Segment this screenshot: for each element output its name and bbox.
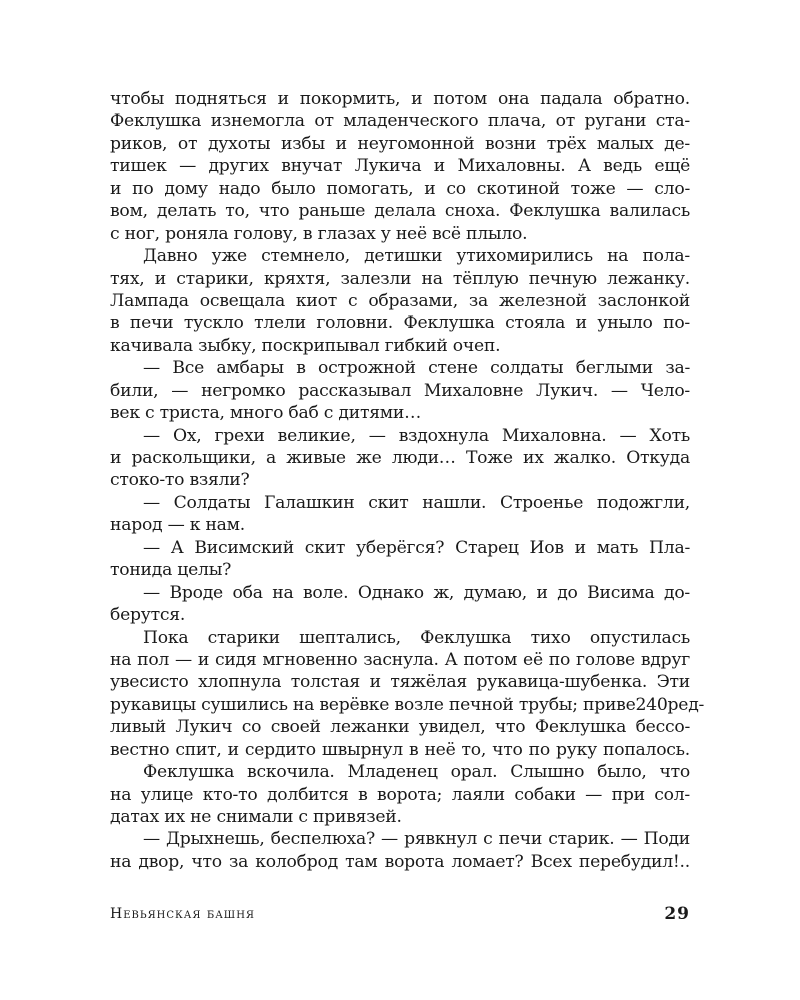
text-line: рукавицы сушились на верёвке возле печной трубы; приве240ред- (110, 694, 705, 715)
text-line: тях, и старики, кряхтя, залезли на тёплую печную лежанку. (110, 268, 690, 289)
text-line: — Солдаты Галашкин скит нашли. Строенье подожгли, (143, 492, 690, 513)
text-line: вестно спит, и сердито швырнул в неё то, что по руку попалось. (110, 739, 690, 760)
text-line: Лампада освещала киот с образами, за железной заслонкой (110, 290, 690, 311)
text-line: берутся. (110, 605, 186, 626)
text-line: на пол — и сидя мгновенно заснула. А потом её по голове вдруг (110, 649, 690, 670)
text-line: и раскольщики, а живые же люди… Тоже их жалко. Откуда (110, 448, 690, 468)
page-number: 29 (664, 904, 690, 924)
text-line: на двор, что за колоброд там ворота ломает? Всех перебудил!.. (110, 851, 690, 872)
text-line: тонида целы? (110, 560, 232, 581)
text-line: Пока старики шептались, Феклушка тихо опустилась (143, 627, 690, 648)
text-line: на улице кто-то долбится в ворота; лаяли собаки — при сол- (110, 784, 690, 805)
text-line: датах их не снимали с привязей. (110, 807, 402, 827)
text-line: — А Висимский скит уберёгся? Старец Иов и мать Пла- (143, 537, 690, 558)
text-line: чтобы подняться и покормить, и потом она падала обратно. (110, 89, 690, 109)
text-line: народ — к нам. (110, 515, 245, 536)
text-line: — Ох, грехи великие, — вздохнула Михаловна. — Хоть (143, 425, 690, 446)
text-line: — Все амбары в острожной стене солдаты беглыми за- (143, 358, 690, 379)
text-line: в печи тускло тлели головни. Феклушка стояла и уныло по- (110, 313, 690, 334)
text-line: увесисто хлопнула толстая и тяжёлая рукавица-шубенка. Эти (110, 672, 690, 693)
text-line: риков, от духоты избы и неугомонной возни трёх малых де- (110, 133, 690, 154)
text-line: били, — негромко рассказывал Михаловне Лукич. — Чело- (110, 380, 690, 401)
running-title: Невьянская башня (110, 906, 256, 922)
text-line: век с триста, много баб с дитями… (110, 403, 422, 424)
text-line: стоко-то взяли? (110, 470, 250, 491)
text-line: и по дому надо было помогать, и со скотиной тоже — сло- (110, 178, 690, 199)
text-line: Давно уже стемнело, детишки утихомирились на пола- (143, 246, 690, 267)
body-text (110, 88, 705, 873)
text-line: Феклушка изнемогла от младенческого плача, от ругани ста- (110, 111, 690, 132)
page-footer (110, 904, 690, 926)
text-line: — Вроде оба на воле. Однако ж, думаю, и до Висима до- (143, 582, 690, 603)
text-line: ливый Лукич со своей лежанки увидел, что Феклушка бессо- (110, 717, 690, 738)
text-line: — Дрыхнешь, беспелюха? — рявкнул с печи старик. — Поди (143, 829, 690, 850)
text-line: вом, делать то, что раньше делала сноха. Феклушка валилась (110, 201, 690, 222)
text-line: с ног, роняла голову, в глазах у неё всё плыло. (110, 223, 528, 244)
text-line: Феклушка вскочила. Младенец орал. Слышно было, что (143, 762, 690, 783)
text-line: качивала зыбку, поскрипывал гибкий очеп. (110, 335, 501, 356)
text-line: тишек — других внучат Лукича и Михаловны. А ведь ещё (110, 156, 690, 177)
